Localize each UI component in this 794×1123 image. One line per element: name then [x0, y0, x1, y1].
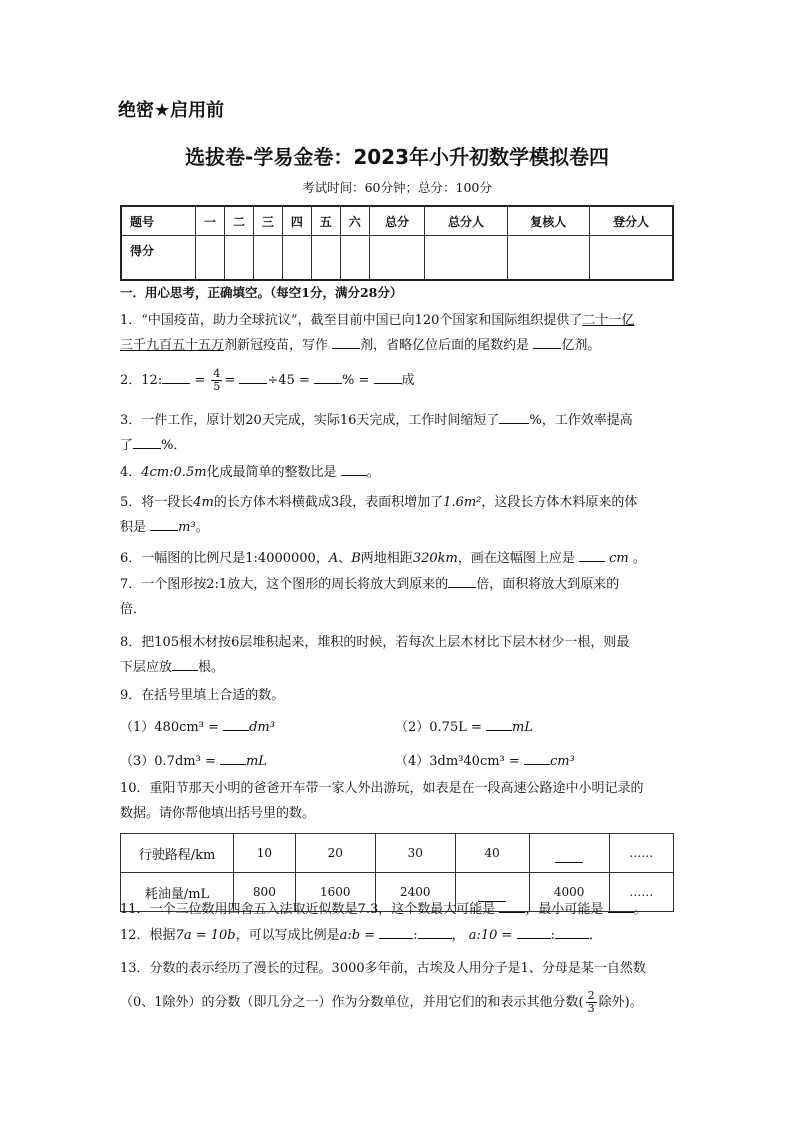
- table-cell: 20: [295, 834, 375, 873]
- table-cell: ……: [609, 873, 673, 912]
- q12-math: a:10 =: [468, 928, 513, 943]
- score-table: [120, 205, 674, 281]
- table-cell: 10: [234, 834, 296, 873]
- q12-text: :: [413, 928, 418, 943]
- question-3: [120, 408, 680, 458]
- q9-text: （3）0.7dm³ =: [120, 754, 216, 769]
- answer-blank[interactable]: [374, 369, 402, 384]
- q11-text: 11．一个三位数用四舍五入法取近似数是7.3，这个数最大可能是: [120, 902, 496, 917]
- q8-text: 8．把105根木材按6层堆积起来，堆积的时候，若每次上层木材比下层木材少一根，则最: [120, 635, 630, 650]
- score-cell[interactable]: [425, 236, 507, 281]
- q4-text: 。: [366, 465, 380, 480]
- q2-text: 2．12:: [120, 373, 163, 388]
- q13-text: （0、1除外）的分数（即几分之一）作为分数单位，并用它们的和表示其他分数(: [120, 995, 584, 1010]
- q5-math: m³: [178, 520, 196, 535]
- row-label: 行驶路程/km: [121, 834, 234, 873]
- score-cell[interactable]: [196, 236, 225, 281]
- score-header-cell: 三: [253, 206, 282, 236]
- q1-text: 剂新冠疫苗，写作: [224, 338, 329, 353]
- score-row-label: 得分: [121, 236, 196, 281]
- q12-text: :: [550, 928, 556, 943]
- q4-math: 4cm:0.5m: [141, 465, 207, 480]
- fraction-denominator: 3: [587, 1002, 595, 1015]
- answer-blank[interactable]: [555, 924, 589, 939]
- q12-text: 12．根据: [120, 928, 176, 943]
- score-cell[interactable]: [282, 236, 311, 281]
- question-2: 2．12: = $\frac{4}{5}$ = ÷45 = % = 成: [120, 367, 415, 393]
- q1-underlined-number: 三千九百五十五万: [120, 338, 225, 353]
- score-header-cell: 四: [282, 206, 311, 236]
- answer-blank[interactable]: [239, 369, 267, 384]
- q3-text: %，工作效率提高: [529, 413, 633, 428]
- q5-text: 。: [195, 520, 209, 535]
- q3-text: 3．一件工作，原计划20天完成，实际16天完成，工作时间缩短了: [120, 413, 500, 428]
- question-7: [120, 572, 680, 622]
- q11-text: 。: [633, 902, 647, 917]
- question-5: [120, 490, 680, 540]
- q2-text: % =: [342, 373, 370, 388]
- score-cell[interactable]: [507, 236, 589, 281]
- q6-math: B: [351, 551, 361, 566]
- q3-text: %．: [161, 438, 187, 453]
- answer-blank[interactable]: [332, 334, 360, 349]
- q8-text: 下层应放: [120, 660, 173, 675]
- table-cell-blank[interactable]: [529, 834, 609, 873]
- q12-text: ，可以写成比例是: [235, 928, 340, 943]
- q6-text: 。: [632, 551, 646, 566]
- q5-math: 1.6m²: [443, 495, 482, 510]
- score-header-cell: 六: [340, 206, 369, 236]
- q9-part-2: [395, 716, 533, 735]
- q7-text: 倍，面积将放大到原来的: [476, 577, 620, 592]
- fraction: [586, 990, 597, 1015]
- fraction: [211, 368, 222, 393]
- q7-text: 倍．: [120, 602, 147, 617]
- score-header-cell: 五: [311, 206, 340, 236]
- q1-text: 1．“中国疫苗，助力全球抗议”，截至目前中国已向120个国家和国际组织提供了: [120, 313, 583, 328]
- answer-blank[interactable]: [379, 924, 413, 939]
- score-cell[interactable]: [253, 236, 282, 281]
- table-cell: 40: [455, 834, 529, 873]
- answer-blank[interactable]: [579, 547, 605, 562]
- score-cell[interactable]: [589, 236, 673, 281]
- answer-blank[interactable]: [524, 750, 550, 765]
- q9-part-4: [395, 750, 575, 769]
- q9-text: 9．在括号里填上合适的数。: [120, 688, 285, 703]
- question-9: [120, 683, 680, 708]
- q1-text: 剂，省略亿位后面的尾数约是: [360, 338, 530, 353]
- q6-math: A: [328, 551, 339, 566]
- q2-text: 成: [401, 373, 415, 388]
- question-4: [120, 460, 680, 485]
- answer-blank[interactable]: [486, 716, 512, 731]
- answer-blank[interactable]: [517, 924, 551, 939]
- q13-text: 除外)。: [598, 995, 643, 1010]
- q9-unit: mL: [245, 754, 267, 769]
- answer-blank[interactable]: [314, 369, 342, 384]
- table-cell: 800: [234, 873, 296, 912]
- q5-text: ，这段长方体木料原来的体: [481, 495, 638, 510]
- score-header-cell: 复核人: [507, 206, 589, 236]
- q5-text: 5．将一段长: [120, 495, 194, 510]
- score-header-cell: 总分人: [425, 206, 507, 236]
- fraction-numerator: 4: [213, 367, 221, 380]
- q5-text: 的长方体木料横截成3段，表面积增加了: [213, 495, 444, 510]
- q6-text: ，画在这幅图上应是: [457, 551, 575, 566]
- answer-blank[interactable]: [162, 369, 190, 384]
- answer-blank[interactable]: [133, 434, 161, 449]
- q9-part-3: [120, 750, 267, 769]
- q9-unit: dm³: [249, 720, 275, 735]
- q1-underlined-number: 二十一亿: [582, 313, 635, 328]
- answer-blank[interactable]: [533, 334, 561, 349]
- q1-text: 亿剂。: [561, 338, 601, 353]
- score-header-cell: 总分: [369, 206, 425, 236]
- answer-blank[interactable]: [448, 573, 476, 588]
- q6-math: 320km: [412, 551, 458, 566]
- score-table-header-row: [121, 206, 673, 236]
- q4-text: 化成最简单的整数比是: [206, 465, 337, 480]
- question-10: [120, 776, 680, 826]
- table-cell: 1600: [295, 873, 375, 912]
- question-6: [120, 546, 680, 571]
- score-cell[interactable]: [224, 236, 253, 281]
- page-title: 选拔卷-学易金卷：2023年小升初数学模拟卷四: [185, 145, 609, 169]
- table-cell: 4000: [529, 873, 609, 912]
- q11-text: ，最小可能是: [525, 902, 604, 917]
- q5-text: 积是: [120, 520, 147, 535]
- answer-blank[interactable]: [172, 656, 198, 671]
- section-title: 一．用心思考，正确填空。（每空1分，满分28分）: [120, 285, 403, 300]
- q6-math: cm: [609, 551, 629, 566]
- q4-text: 4．: [120, 465, 142, 480]
- q12-math: a:b =: [339, 928, 376, 943]
- score-header-cell: 题号: [121, 206, 196, 236]
- table-cell: ……: [609, 834, 673, 873]
- q9-part-1: [120, 716, 275, 735]
- question-11: [120, 897, 680, 922]
- q3-text: 了: [120, 438, 134, 453]
- score-header-cell: 一: [196, 206, 225, 236]
- q6-text: 两地相距: [360, 551, 413, 566]
- fraction-denominator: 5: [213, 380, 221, 393]
- answer-blank[interactable]: [555, 848, 583, 863]
- score-cell[interactable]: [311, 236, 340, 281]
- q10-text: 数据。请你帮他填出括号里的数。: [120, 806, 316, 821]
- answer-blank[interactable]: [499, 409, 529, 424]
- score-header-cell: 登分人: [589, 206, 673, 236]
- answer-blank[interactable]: [220, 750, 246, 765]
- score-cell[interactable]: [340, 236, 369, 281]
- table-cell: 30: [375, 834, 455, 873]
- table-cell: 2400: [375, 873, 455, 912]
- question-12: [120, 923, 680, 948]
- row-label: 耗油量/mL: [121, 873, 234, 912]
- score-header-cell: 二: [224, 206, 253, 236]
- answer-blank[interactable]: [608, 898, 634, 913]
- q9-unit: mL: [512, 720, 533, 735]
- q13-text: 13．分数的表示经历了漫长的过程。3000多年前，古埃及人用分子是1、分母是某一自然数: [120, 961, 646, 976]
- q9-unit: cm³: [549, 754, 575, 769]
- q8-text: 根。: [198, 660, 225, 675]
- q9-text: （2）0.75L =: [395, 720, 482, 735]
- question-1: [120, 308, 680, 358]
- q2-text: ÷45 =: [267, 373, 310, 388]
- answer-blank[interactable]: [499, 898, 525, 913]
- q10-text: 10．重阳节那天小明的爸爸开车带一家人外出游玩，如表是在一段高速公路途中小明记录的: [120, 781, 644, 796]
- answer-blank[interactable]: [341, 461, 367, 476]
- q6-text: 6．一幅图的比例尺是1:4000000，: [120, 551, 329, 566]
- score-table-score-row: [121, 236, 673, 281]
- answer-blank[interactable]: [150, 516, 178, 531]
- q6-text: 、: [338, 551, 352, 566]
- question-13: [120, 952, 695, 1020]
- answer-blank[interactable]: [418, 924, 452, 939]
- secret-label: 绝密★启用前: [118, 100, 225, 121]
- exam-info: 考试时间：60分钟；总分：100分: [302, 180, 492, 195]
- fraction-numerator: 2: [587, 989, 595, 1002]
- q12-text: ．: [589, 928, 603, 943]
- table-row: [121, 834, 674, 873]
- q12-math: 7a = 10b: [175, 928, 236, 943]
- question-8: [120, 630, 680, 680]
- q12-text: ，: [451, 928, 465, 943]
- q9-text: （1）480cm³ =: [120, 720, 219, 735]
- answer-blank[interactable]: [223, 716, 249, 731]
- q7-text: 7．一个图形按2:1放大，这个图形的周长将放大到原来的: [120, 577, 449, 592]
- score-cell[interactable]: [369, 236, 425, 281]
- q9-text: （4）3dm³40cm³ =: [395, 754, 520, 769]
- q5-math: 4m: [193, 495, 214, 510]
